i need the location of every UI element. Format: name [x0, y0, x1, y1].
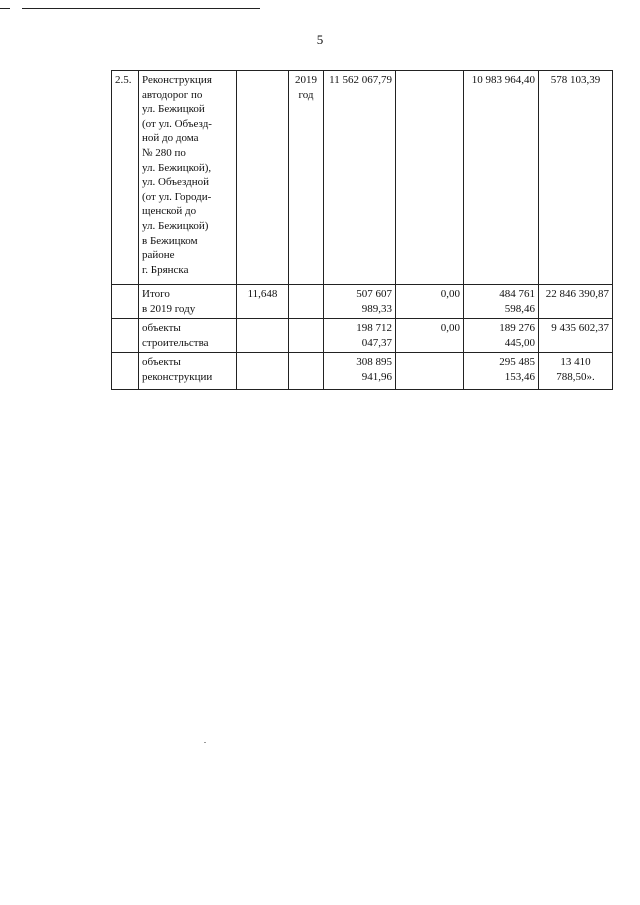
table-row — [112, 353, 613, 390]
year-cell — [289, 285, 324, 319]
amount-col6: 189 276 445,00 — [464, 319, 539, 353]
page-number: 5 — [316, 32, 324, 47]
object-name: объекты реконструкции — [139, 353, 237, 390]
header-rule-left — [0, 8, 10, 9]
amount-col7: 578 103,39 — [539, 71, 613, 285]
amount-col6: 10 983 964,40 — [464, 71, 539, 285]
object-name: Итого в 2019 году — [139, 285, 237, 319]
table-row — [112, 285, 613, 319]
year-cell — [289, 319, 324, 353]
amount-col5 — [396, 353, 464, 390]
object-name: объекты строительства — [139, 319, 237, 353]
year-cell: 2019 год — [289, 71, 324, 285]
row-number — [112, 285, 139, 319]
year-cell — [289, 353, 324, 390]
row-number — [112, 319, 139, 353]
table-row — [112, 71, 613, 285]
amount-col6: 295 485 153,46 — [464, 353, 539, 390]
row-number: 2.5. — [112, 71, 139, 285]
amount-col7: 22 846 390,87 — [539, 285, 613, 319]
amount-col7: 13 410 788,50». — [539, 353, 613, 390]
total-amount: 308 895 941,96 — [324, 353, 396, 390]
length-cell — [237, 353, 289, 390]
table-row — [112, 319, 613, 353]
row-number — [112, 353, 139, 390]
total-amount: 507 607 989,33 — [324, 285, 396, 319]
amount-col7: 9 435 602,37 — [539, 319, 613, 353]
total-amount: 198 712 047,37 — [324, 319, 396, 353]
total-amount: 11 562 067,79 — [324, 71, 396, 285]
length-cell — [237, 319, 289, 353]
amount-col5: 0,00 — [396, 285, 464, 319]
amount-col6: 484 761 598,46 — [464, 285, 539, 319]
amount-col5 — [396, 71, 464, 285]
scan-speck — [204, 742, 206, 743]
length-cell — [237, 71, 289, 285]
length-cell: 11,648 — [237, 285, 289, 319]
object-name: Реконструкция автодорог по ул. Бежицкой (от ул. Объезд- ной до дома № 280 по ул. Бежицкой), ул. Объездной (от ул. Городи- щенской до ул. Бежицкой) в Бежицком районе г. Брянска — [139, 71, 237, 285]
header-rule-right — [22, 8, 260, 9]
amount-col5: 0,00 — [396, 319, 464, 353]
budget-table — [111, 70, 613, 390]
